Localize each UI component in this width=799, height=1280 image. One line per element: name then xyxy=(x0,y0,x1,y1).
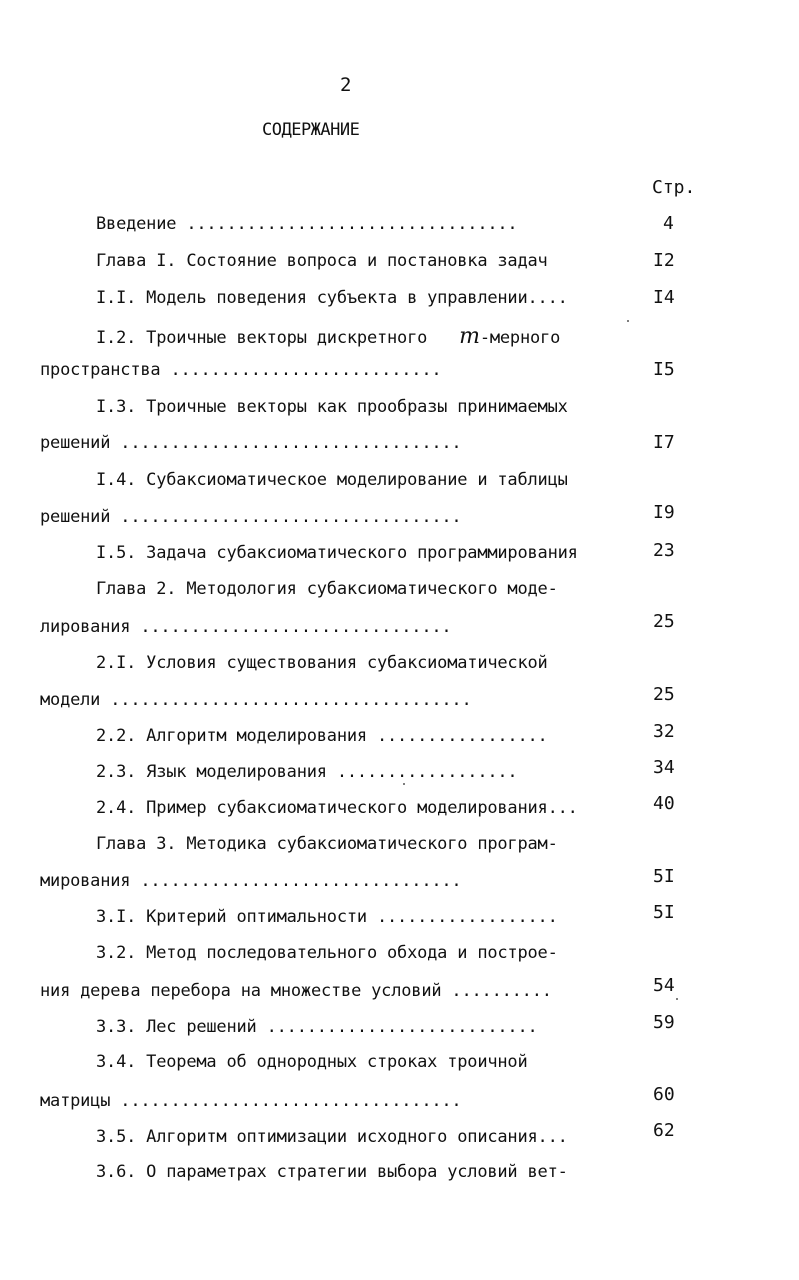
toc-entry-text: 2.3. Язык моделирования .................. xyxy=(96,762,518,782)
toc-entry-text: 2.I. Условия существования субаксиоматической xyxy=(96,653,548,673)
toc-entry-page: 5I xyxy=(653,902,675,923)
math-variable: m xyxy=(459,324,480,349)
toc-entry-text-start: I.2. Троичные векторы дискретного xyxy=(96,328,428,348)
toc-entry-page: 59 xyxy=(653,1012,675,1033)
toc-entry-page: 32 xyxy=(653,721,675,742)
toc-entry-text: 3.5. Алгоритм оптимизации исходного описания... xyxy=(96,1127,568,1147)
toc-entry-text: I.3. Троичные векторы как прообразы принимаемых xyxy=(96,397,568,417)
scan-speck xyxy=(403,783,405,785)
toc-entry-page: I2 xyxy=(653,250,675,271)
toc-entry-text: 2.2. Алгоритм моделирования ................. xyxy=(96,726,548,746)
toc-entry-page: I9 xyxy=(653,502,675,523)
toc-entry-text: Глава I. Состояние вопроса и постановка задач xyxy=(96,251,548,271)
toc-entry-text: 3.I. Критерий оптимальности .................. xyxy=(96,907,558,927)
toc-entry-page: 54 xyxy=(653,975,675,996)
toc-entry-text: Глава 2. Методология субаксиоматического моде- xyxy=(96,579,558,599)
toc-entry-continuation: мирования ................................ xyxy=(40,871,462,891)
scan-speck xyxy=(627,320,629,322)
toc-entry-text: Введение ................................. xyxy=(96,214,518,234)
toc-entry-text: 3.2. Метод последовательного обхода и построе- xyxy=(96,943,558,963)
toc-entry-continuation: решений .................................. xyxy=(40,433,462,453)
toc-entry-text xyxy=(96,324,560,349)
toc-entry-page: 60 xyxy=(653,1084,675,1105)
toc-entry-text: I.5. Задача субаксиоматического программирования xyxy=(96,543,578,563)
toc-entry-continuation: ния дерева перебора на множестве условий .......... xyxy=(40,981,552,1001)
toc-entry-page: I5 xyxy=(653,359,675,380)
toc-entry-continuation: матрицы .................................. xyxy=(40,1091,462,1111)
toc-entry-continuation: решений .................................. xyxy=(40,507,462,527)
toc-entry-page: 5I xyxy=(653,866,675,887)
toc-entry-continuation: лирования ............................... xyxy=(40,617,452,637)
toc-entry-page: 25 xyxy=(653,611,675,632)
page-number: 2 xyxy=(340,74,352,96)
toc-entry-continuation: пространства ........................... xyxy=(40,360,442,380)
page-title: СОДЕРЖАНИЕ xyxy=(262,120,360,140)
toc-entry-text: 3.6. О параметрах стратегии выбора условий вет- xyxy=(96,1162,568,1182)
toc-entry-page: 62 xyxy=(653,1120,675,1141)
toc-entry-text: 3.4. Теорема об однородных строках троичной xyxy=(96,1052,528,1072)
toc-entry-text: I.4. Субаксиоматическое моделирование и таблицы xyxy=(96,470,568,490)
toc-entry-text: Глава 3. Методика субаксиоматического програм- xyxy=(96,834,558,854)
toc-entry-text-end: -мерного xyxy=(479,328,561,348)
toc-entry-text: 2.4. Пример субаксиоматического моделирования... xyxy=(96,798,578,818)
toc-entry-page: I7 xyxy=(653,432,675,453)
toc-entry-page: 25 xyxy=(653,684,675,705)
toc-entry-page: I4 xyxy=(653,287,675,308)
toc-entry-page: 34 xyxy=(653,757,675,778)
toc-entry-page: 4 xyxy=(663,213,674,234)
toc-entry-continuation: модели .................................... xyxy=(40,690,472,710)
scan-speck xyxy=(676,998,678,1000)
toc-entry-page: 40 xyxy=(653,793,675,814)
toc-entry-text: 3.3. Лес решений ........................... xyxy=(96,1017,538,1037)
page-column-header: Стр. xyxy=(652,177,696,198)
toc-entry-page: 23 xyxy=(653,540,675,561)
toc-entry-text: I.I. Модель поведения субъекта в управлении.... xyxy=(96,288,568,308)
